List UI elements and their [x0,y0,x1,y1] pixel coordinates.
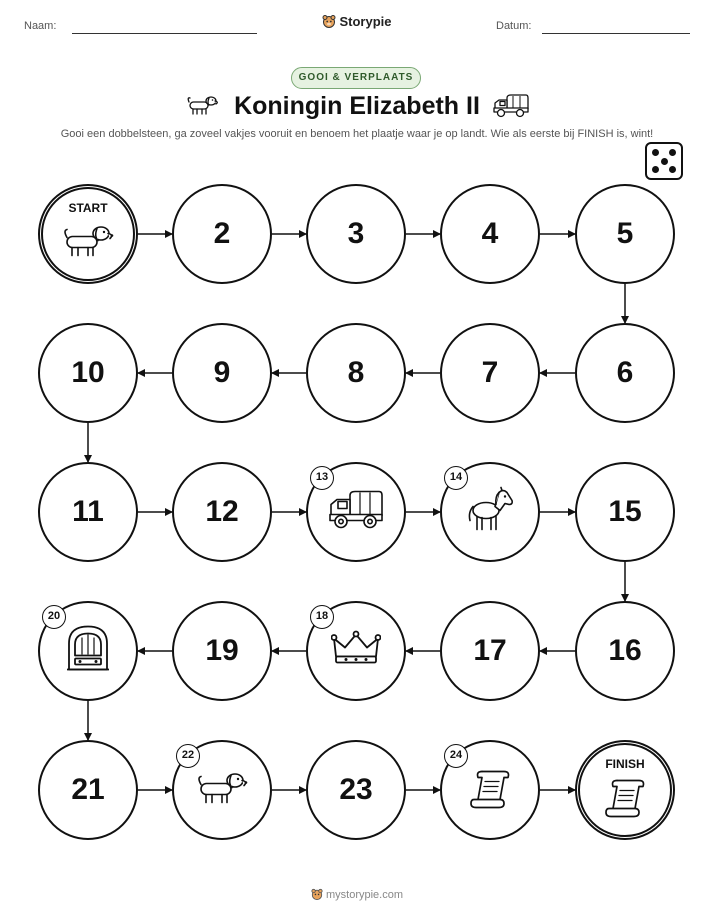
dog-icon [61,222,115,265]
board-cell-16[interactable] [575,601,675,701]
board-cell-10[interactable] [38,323,138,423]
cell-number: 8 [347,356,365,389]
board-cell-23[interactable] [306,740,406,840]
cell-number: 11 [72,495,104,528]
page-title: Koningin Elizabeth II [234,92,480,120]
board-cell-6[interactable] [575,323,675,423]
activity-badge: GOOI & VERPLAATS [291,67,421,89]
cell-number: 19 [205,634,239,667]
board-cell-19[interactable] [172,601,272,701]
cell-number: 23 [339,773,373,806]
footer [0,888,714,901]
cell-number: 12 [205,495,239,528]
board-cell-9[interactable] [172,323,272,423]
board-cell-7[interactable] [440,323,540,423]
cell-number: 16 [608,634,642,667]
board-cell-22[interactable] [172,740,272,840]
cell-number: 7 [481,356,499,389]
cell-number: 3 [347,217,365,250]
footer-site: mystorypie.com [325,889,404,901]
name-label: Naam: [24,20,57,32]
cell-number-badge: 22 [176,744,200,768]
finish-label: FINISH [605,757,645,771]
start-cell[interactable] [38,184,138,284]
scroll-icon [603,775,647,824]
board-cell-8[interactable] [306,323,406,423]
board-cell-5[interactable] [575,184,675,284]
instructions-text: Gooi een dobbelsteen, ga zoveel vakjes vooruit en benoem het plaatje waar je op landt. Wie als eerste bij FINISH is, wint! [60,128,654,140]
date-label: Datum: [496,20,532,32]
cell-number: 21 [71,773,105,806]
cell-number: 4 [481,217,499,250]
board-cell-15[interactable] [575,462,675,562]
board-cell-4[interactable] [440,184,540,284]
cell-number-badge: 20 [42,605,66,629]
cell-number-badge: 14 [444,466,468,490]
cell-number-badge: 18 [310,605,334,629]
dog-icon [195,769,249,812]
cell-number: 2 [213,217,231,250]
cell-number-badge: 24 [444,744,468,768]
brand-name: Storypie [339,14,392,29]
cell-number: 9 [213,356,231,389]
board-cell-3[interactable] [306,184,406,284]
board-cell-21[interactable] [38,740,138,840]
board-cell-24[interactable] [440,740,540,840]
truck-icon [328,490,384,535]
board-cell-14[interactable] [440,462,540,562]
cell-number-badge: 13 [310,466,334,490]
board-cell-11[interactable] [38,462,138,562]
cell-number: 15 [608,495,642,528]
cell-number: 10 [71,356,105,389]
scroll-icon [468,766,512,815]
board-cell-13[interactable] [306,462,406,562]
cell-number: 17 [473,634,507,667]
start-label: START [68,201,108,215]
pony-icon [465,487,515,538]
cell-number: 6 [616,356,634,389]
storypie-mascot-icon [311,888,323,900]
board-cell-20[interactable] [38,601,138,701]
finish-cell[interactable] [575,740,675,840]
board-cell-12[interactable] [172,462,272,562]
board-cell-2[interactable] [172,184,272,284]
radio-icon [66,624,110,679]
board-cell-18[interactable] [306,601,406,701]
crown-icon [331,631,381,672]
cell-number: 5 [616,217,634,250]
board-cell-17[interactable] [440,601,540,701]
